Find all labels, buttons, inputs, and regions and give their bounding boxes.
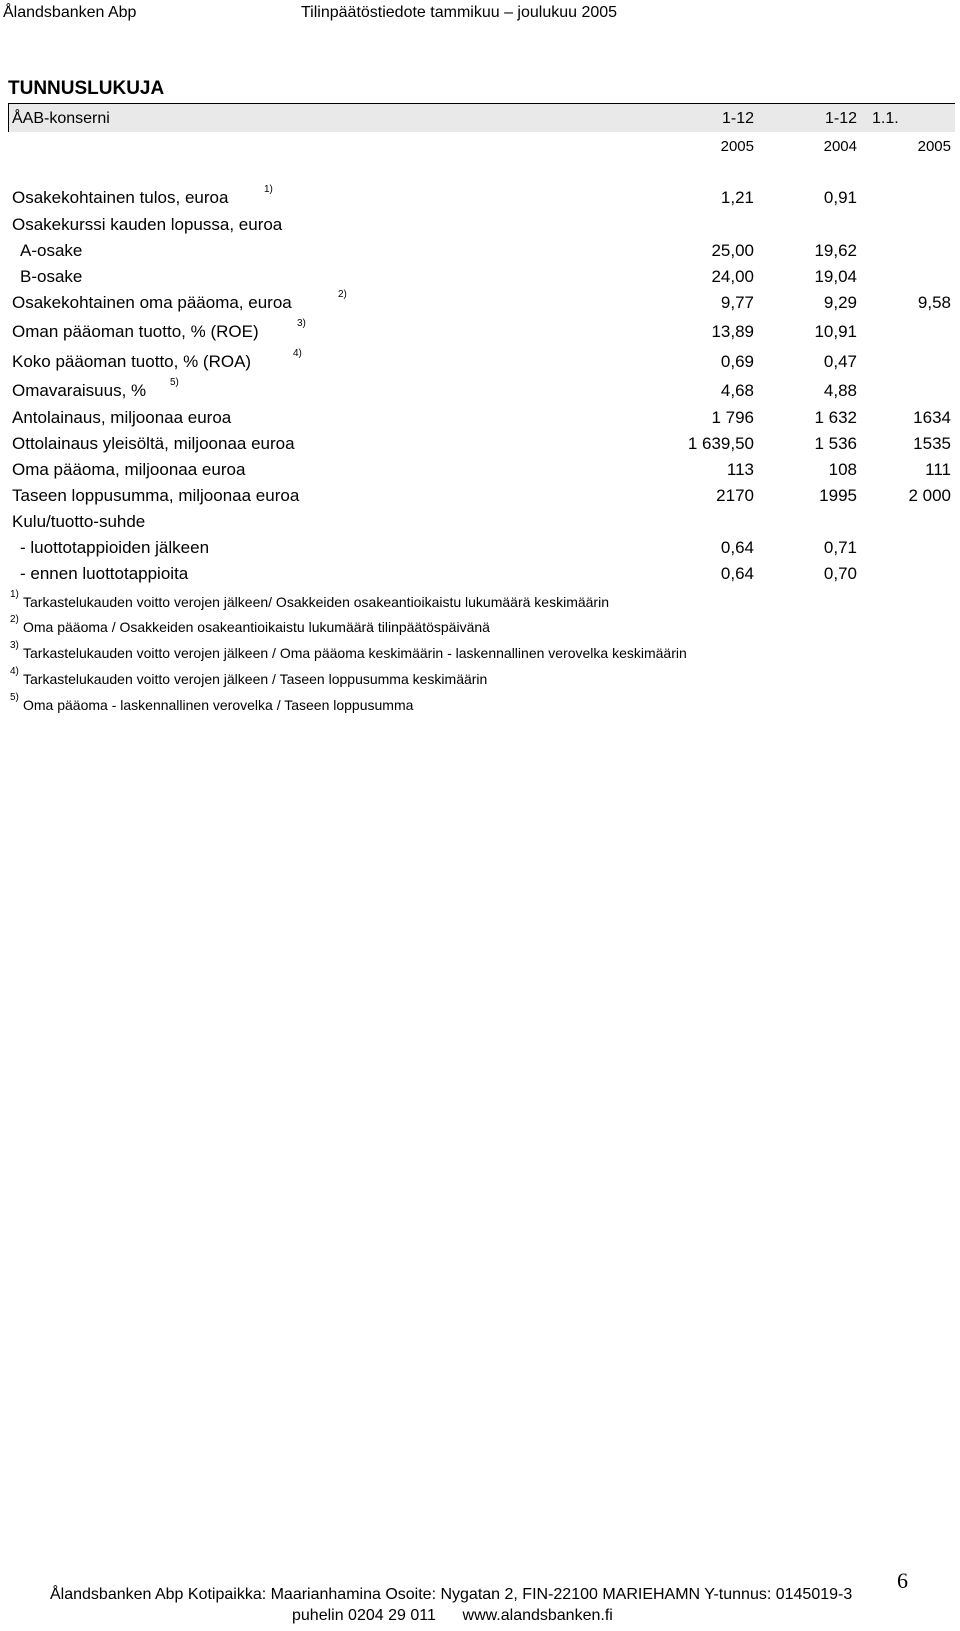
footnote-mark: 3) [10,640,19,651]
page-title: TUNNUSLUKUJA [8,78,165,99]
row-value: 113 [726,460,754,479]
row-footnote-mark: 3) [297,318,306,329]
row-value: 1 536 [814,434,857,453]
row-label: Osakekurssi kauden lopussa, euroa [12,215,283,234]
row-label: Oma pääoma, miljoonaa euroa [12,460,246,479]
row-footnote-mark: 1) [264,184,273,195]
row-value: 108 [828,460,857,479]
row-value: 19,62 [814,241,857,260]
column-header-year: 2005 [720,138,754,155]
row-value: 1 639,50 [687,434,754,453]
row-value: 1995 [819,486,857,505]
row-label: B-osake [20,267,83,286]
row-value: 0,70 [823,564,857,583]
row-value: 0,91 [823,188,857,207]
row-value: 0,64 [720,538,754,557]
row-value: 0,64 [720,564,754,583]
footnote-text: Oma pääoma / Osakkeiden osakeantioikaistu lukumäärä tilinpäätöspäivänä [23,619,490,635]
row-value: 4,88 [823,381,857,400]
row-footnote-mark: 5) [170,377,179,388]
header-company: Ålandsbanken Abp [3,4,137,21]
row-label: Antolainaus, miljoonaa euroa [12,408,232,427]
row-label: Omavaraisuus, % [12,381,147,400]
row-label: Taseen loppusumma, miljoonaa euroa [12,486,300,505]
row-label: - luottotappioiden jälkeen [20,538,210,557]
row-footnote-mark: 4) [293,348,302,359]
row-value: 9,77 [720,293,754,312]
footnote-text: Tarkastelukauden voitto verojen jälkeen / Oma pääoma keskimäärin - laskennallinen verovelka keskimäärin [23,645,687,661]
row-value: 25,00 [711,241,754,260]
row-value: 0,69 [720,352,754,371]
row-value: 0,71 [823,538,857,557]
column-header-period: 1-12 [721,110,754,127]
row-value: 2170 [716,486,754,505]
footnote-text: Tarkastelukauden voitto verojen jälkeen / Taseen loppusumma keskimäärin [23,671,488,687]
footnote-text: Tarkastelukauden voitto verojen jälkeen/ Osakkeiden osakeantioikaistu lukumäärä keskimäärin [23,594,609,610]
row-label: Osakekohtainen tulos, euroa [12,188,229,207]
row-value: 9,29 [823,293,857,312]
row-label: Koko pääoman tuotto, % (ROA) [12,352,252,371]
footnote-mark: 2) [10,614,19,625]
row-value: 9,58 [917,293,951,312]
row-value: 1 632 [814,408,857,427]
row-label: Oman pääoman tuotto, % (ROE) [12,322,259,341]
row-value: 10,91 [814,322,857,341]
row-value: 1634 [913,408,951,427]
row-value: 1535 [913,434,951,453]
row-label: Ottolainaus yleisöltä, miljoonaa euroa [12,434,295,453]
header-report-title: Tilinpäätöstiedote tammikuu – joulukuu 2005 [301,4,618,21]
row-value: 19,04 [814,267,857,286]
row-label: - ennen luottotappioita [20,564,189,583]
row-value: 1,21 [720,188,754,207]
footnote-text: Oma pääoma - laskennallinen verovelka / Taseen loppusumma [23,697,414,713]
footnote-mark: 1) [10,589,19,600]
row-label: Kulu/tuotto-suhde [12,512,146,531]
footer-company-info: Ålandsbanken Abp Kotipaikka: Maarianhamina Osoite: Nygatan 2, FIN-22100 MARIEHAMN Y-tunnus: 0145019-3 [50,1586,853,1603]
footnote-mark: 4) [10,666,19,677]
row-value: 111 [925,460,951,479]
row-footnote-mark: 2) [338,289,347,300]
column-header-year: 2004 [823,138,857,155]
column-header-period: 1-12 [824,110,857,127]
table-group-label: ÅAB-konserni [12,110,110,127]
page-number: 6 [897,1568,908,1593]
row-value: 4,68 [720,381,754,400]
row-value: 24,00 [711,267,754,286]
footer-contact: puhelin 0204 29 011 www.alandsbanken.fi [292,1607,613,1624]
row-value: 0,47 [823,352,857,371]
row-value: 13,89 [711,322,754,341]
footnote-mark: 5) [10,692,19,703]
row-label: A-osake [20,241,83,260]
row-value: 2 000 [908,486,951,505]
column-header-year: 2005 [917,138,951,155]
row-label: Osakekohtainen oma pääoma, euroa [12,293,292,312]
row-value: 1 796 [711,408,754,427]
column-header-period: 1.1. [872,110,899,127]
